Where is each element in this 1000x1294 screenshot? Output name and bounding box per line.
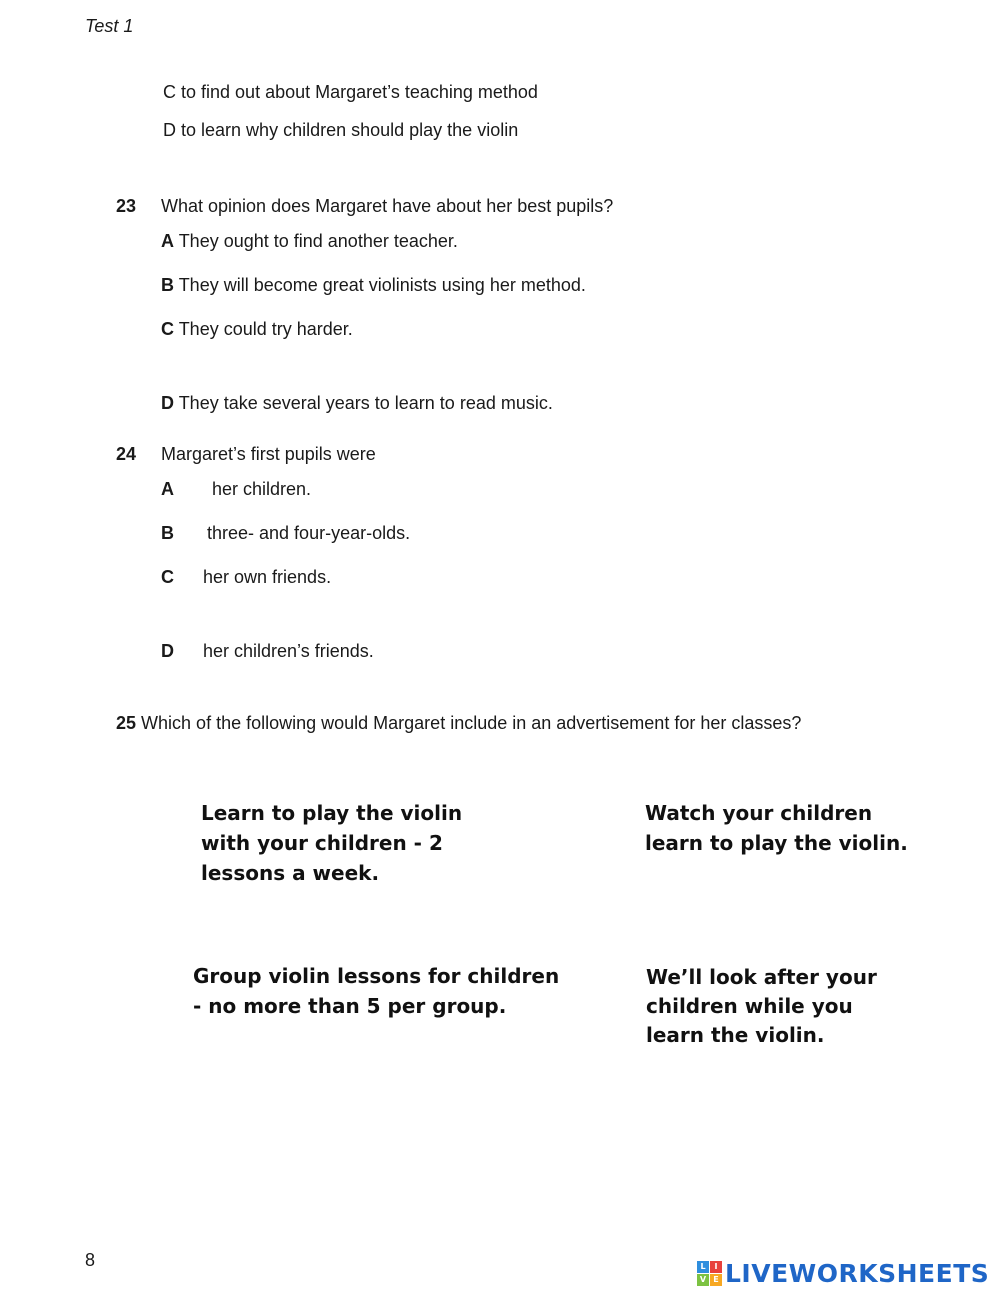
ad-line: Learn to play the violin (201, 801, 463, 825)
q24-option-c-text: her own friends. (203, 567, 332, 587)
option-text: to find out about Margaret’s teaching method (181, 82, 538, 102)
ad-line: learn the violin. (646, 1023, 825, 1047)
q24-option-b-letter: B (161, 523, 174, 543)
q25-question-line (116, 713, 801, 734)
page-number: 8 (85, 1250, 96, 1270)
logo-cell-v: V (697, 1274, 709, 1286)
option-text: They take several years to learn to read music. (178, 393, 553, 413)
ad-line: Group violin lessons for children (193, 964, 560, 988)
option-letter: C (161, 319, 174, 339)
ad-line: Watch your children (645, 801, 873, 825)
option-text: They could try harder. (178, 319, 353, 339)
logo-cell-i: I (710, 1261, 722, 1273)
q22-option-c (163, 82, 538, 103)
q24-option-c-letter: C (161, 567, 174, 587)
ad-line: lessons a week. (201, 861, 380, 885)
q24-option-d-text: her children’s friends. (203, 641, 374, 661)
option-text: to learn why children should play the violin (181, 120, 519, 140)
q25-number: 25 (116, 713, 137, 733)
logo-cell-l: L (697, 1261, 709, 1273)
option-text: They will become great violinists using her method. (178, 275, 586, 295)
logo-cell-e: E (710, 1274, 722, 1286)
q24-option-b-text: three- and four-year-olds. (207, 523, 411, 543)
q23-option-c (161, 319, 353, 340)
liveworksheets-logo-icon (697, 1261, 722, 1286)
ad-option-4[interactable] (646, 963, 877, 1050)
ad-line: with your children - 2 (201, 831, 443, 855)
test-label: Test 1 (85, 16, 134, 36)
q23-option-b (161, 275, 586, 296)
option-text: They ought to find another teacher. (178, 231, 458, 251)
q24-option-a-text: her children. (212, 479, 312, 499)
q23-question: What opinion does Margaret have about her best pupils? (161, 196, 614, 216)
option-letter: A (161, 231, 174, 251)
liveworksheets-logo (697, 1259, 989, 1287)
option-letter: B (161, 275, 174, 295)
option-letter: C (163, 82, 176, 102)
option-letter: D (161, 393, 174, 413)
option-letter: D (163, 120, 176, 140)
brand-name: LIVEWORKSHEETS (725, 1258, 990, 1288)
q24-option-d-letter: D (161, 641, 174, 661)
q23-option-a (161, 231, 458, 252)
ad-line: We’ll look after your (646, 965, 877, 989)
q24-option-a-letter: A (161, 479, 174, 499)
q24-number: 24 (116, 444, 137, 464)
ad-line: children while you (646, 994, 853, 1018)
ad-option-2[interactable] (645, 798, 908, 858)
q23-option-d (161, 393, 553, 414)
q23-number: 23 (116, 196, 137, 216)
q24-question: Margaret’s first pupils were (161, 444, 376, 464)
q22-option-d (163, 120, 518, 141)
ad-option-3[interactable] (193, 961, 559, 1021)
ad-option-1[interactable] (201, 798, 462, 888)
q25-question: Which of the following would Margaret include in an advertisement for her classes? (141, 713, 802, 733)
ad-line: - no more than 5 per group. (193, 994, 507, 1018)
ad-line: learn to play the violin. (645, 831, 908, 855)
